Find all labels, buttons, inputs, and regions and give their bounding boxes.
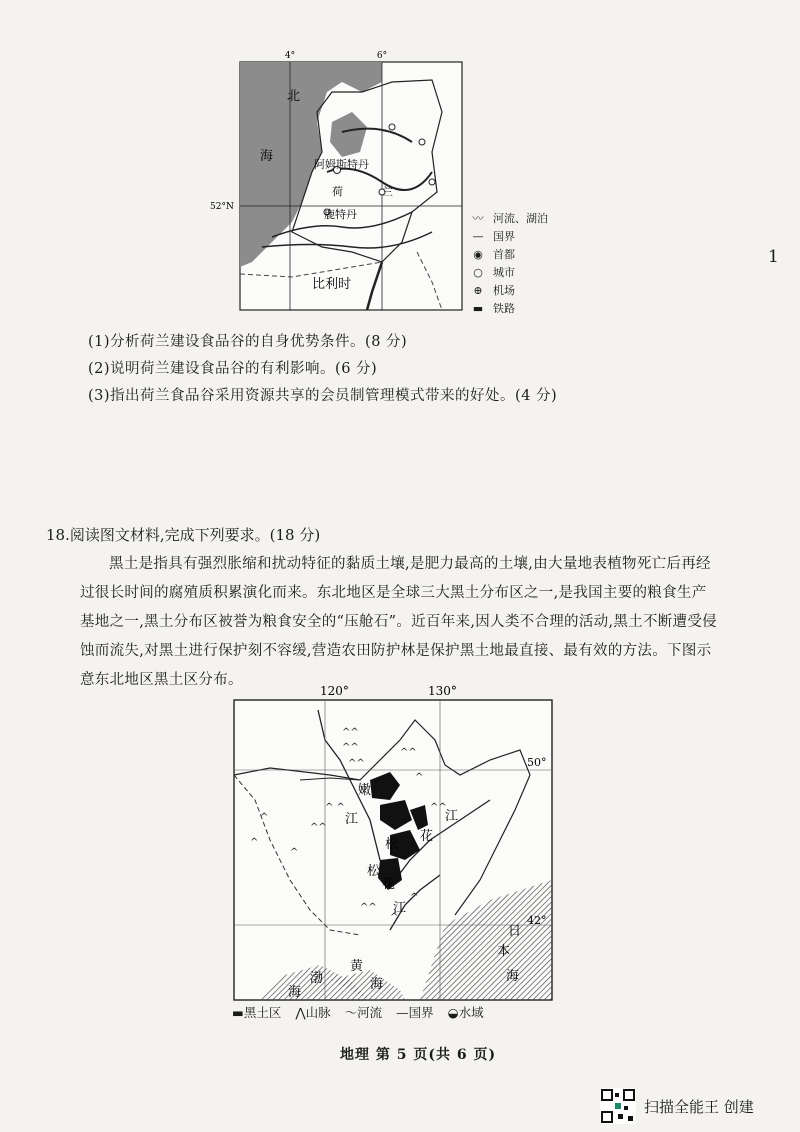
legend-row: ○ 城市 <box>467 264 577 282</box>
legend-row: — 国界 <box>467 228 577 246</box>
margin-number: 1 <box>768 247 779 267</box>
svg-text:^^: ^^ <box>342 742 359 753</box>
label-ben: 本 <box>497 944 511 959</box>
lon-label-4: 4° <box>284 51 296 61</box>
lon-label-6: 6° <box>376 51 388 61</box>
lat-label-52n: 52°N <box>210 202 234 212</box>
lon-label-120: 120° <box>320 684 349 698</box>
qr-code-icon <box>600 1088 636 1124</box>
label-huang: 黄 <box>350 959 364 974</box>
svg-text:^^: ^^ <box>342 727 359 738</box>
airport-icon: ⊕ <box>473 284 483 297</box>
black-soil-icon: ▬ <box>232 1005 244 1020</box>
label-ri: 日 <box>508 924 522 939</box>
question-17-1: (1)分析荷兰建设食品谷的自身优势条件。(8 分) <box>88 334 408 350</box>
legend-item: 〜河流 <box>344 1005 383 1020</box>
label-hai2: 海 <box>288 985 302 1000</box>
legend-item: —国界 <box>396 1005 434 1020</box>
border-icon: — <box>396 1005 409 1020</box>
lat-label-50: 50° <box>527 756 547 769</box>
lat-label-42: 42° <box>527 914 547 927</box>
river-icon: 〰 <box>472 212 484 225</box>
map1-legend <box>467 210 577 318</box>
page-footer: 地理 第 5 页(共 6 页) <box>340 1047 497 1063</box>
question-18-material <box>80 550 720 695</box>
label-north: 北 <box>287 89 301 104</box>
capital-icon: ◉ <box>473 248 483 261</box>
label-jiang2: 江 <box>445 809 459 824</box>
netherlands-map <box>210 51 467 312</box>
svg-text:^^: ^^ <box>310 822 327 833</box>
label-hua1: 花 <box>420 829 434 844</box>
svg-text:^^: ^^ <box>400 747 417 758</box>
border-icon: — <box>472 230 484 243</box>
legend-item: ◒水域 <box>447 1005 484 1020</box>
legend-row: ⊕ 机场 <box>467 282 577 300</box>
map2-legend <box>232 1003 562 1021</box>
legend-row: ◉ 首都 <box>467 246 577 264</box>
river-icon: 〜 <box>344 1005 358 1020</box>
label-song2: 松 <box>367 864 381 879</box>
legend-row: ▬ 铁路 <box>467 300 577 318</box>
question-17-3: (3)指出荷兰食品谷采用资源共享的会员制管理模式带来的好处。(4 分) <box>88 388 558 404</box>
svg-text:^: ^ <box>250 837 259 848</box>
label-bo: 渤 <box>310 971 324 986</box>
svg-text:^^: ^^ <box>348 758 365 769</box>
label-lan: 兰 <box>382 185 393 198</box>
svg-text:^ ^: ^ ^ <box>325 802 345 813</box>
label-rotterdam: 鹿特丹 <box>324 208 357 221</box>
city-icon: ○ <box>473 266 483 279</box>
label-hai3: 海 <box>370 977 384 992</box>
label-he: 荷 <box>332 185 343 198</box>
stamp-text: 扫描全能王 创建 <box>644 1097 754 1116</box>
material-paragraph: 黑土是指具有强烈胀缩和扰动特征的黏质土壤,是肥力最高的土壤,由大量地表植物死亡后再经过很长时间的腐殖质积累演化而来。东北地区是全球三大黑土分布区之一,是我国主要的粮食生产基地之一,黑土分布区被誉为粮食安全的“压舱石”。近百年来,因人类不合理的活动,黑土不断遭受侵蚀而流失,对黑土进行保护刻不容缓,营造农田防护林是保护黑土地最直接、最有效的方法。下图示意东北地区黑土区分布。 <box>80 556 717 688</box>
label-jiang1: 江 <box>345 812 359 827</box>
question-17-2: (2)说明荷兰建设食品谷的有利影响。(6 分) <box>88 361 378 377</box>
svg-text:^: ^ <box>410 892 419 903</box>
label-hai1: 海 <box>506 969 520 984</box>
legend-row: 〰 河流、湖泊 <box>467 210 577 228</box>
scanner-watermark <box>600 1088 754 1124</box>
northeast-china-map <box>230 680 560 1010</box>
label-sea: 海 <box>260 149 274 164</box>
svg-text:^: ^ <box>260 812 269 823</box>
mountain-icon: ⋀ <box>295 1005 306 1020</box>
svg-text:^: ^ <box>390 912 399 923</box>
legend-item: ▬黑土区 <box>232 1005 282 1020</box>
svg-text:^: ^ <box>415 772 424 783</box>
label-nen: 嫩 <box>358 783 372 798</box>
railway-icon: ▬ <box>472 302 484 315</box>
label-amsterdam: 阿姆斯特丹 <box>314 158 369 171</box>
legend-item: ⋀山脉 <box>295 1005 331 1020</box>
svg-text:^^: ^^ <box>430 802 447 813</box>
label-belgium: 比利时 <box>312 277 352 292</box>
water-icon: ◒ <box>447 1005 459 1020</box>
lon-label-130: 130° <box>428 684 457 698</box>
svg-text:^: ^ <box>290 847 299 858</box>
label-song1: 松 <box>385 837 399 852</box>
label-jiang3: 江 <box>393 901 407 916</box>
question-18-title: 18.阅读图文材料,完成下列要求。(18 分) <box>46 526 321 544</box>
svg-text:^^: ^^ <box>360 902 377 913</box>
label-hua2: 花 <box>382 877 396 892</box>
